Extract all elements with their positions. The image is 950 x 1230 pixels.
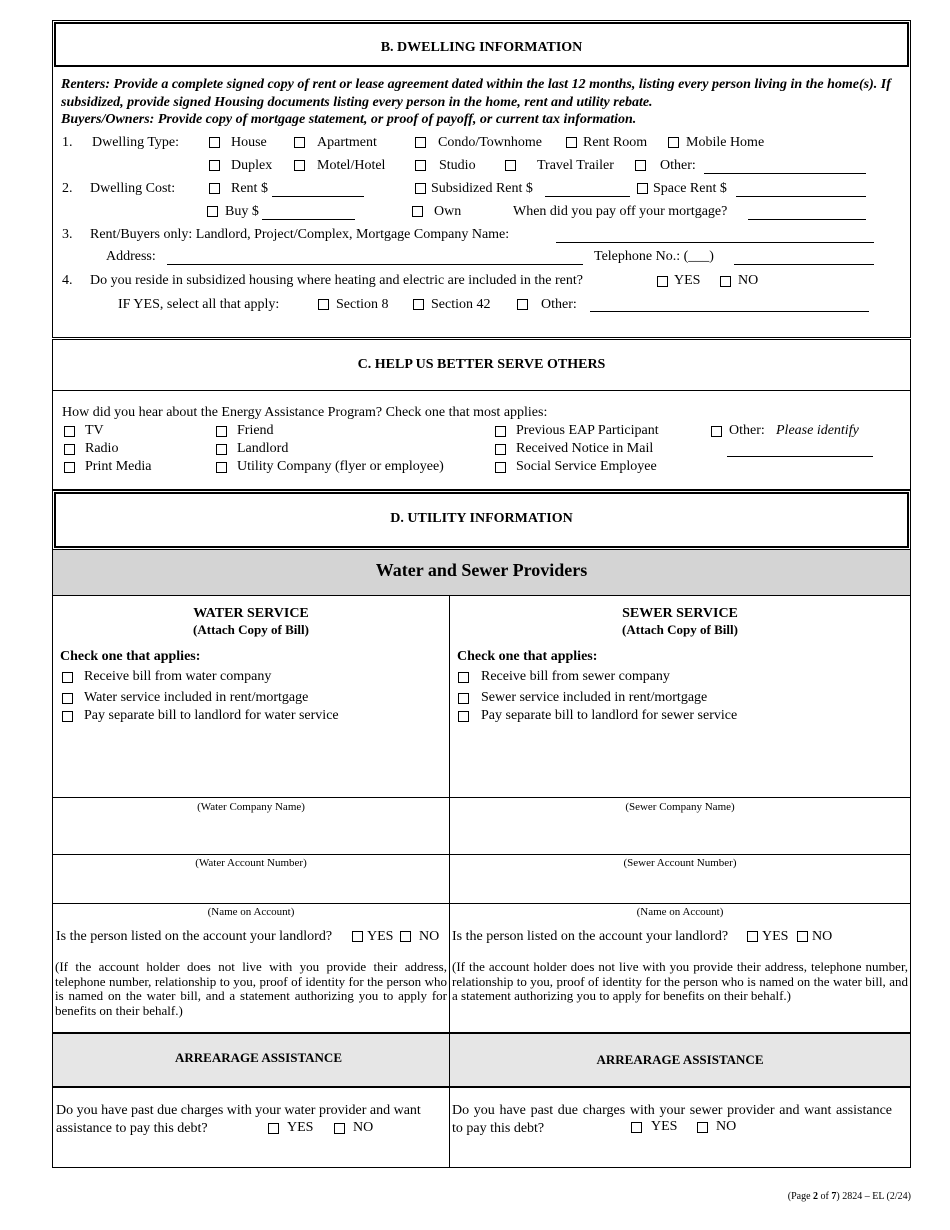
buyers-text: Provide copy of mortgage statement, or proof of payoff, or current tax information. bbox=[157, 112, 637, 127]
q4-label: Do you reside in subsidized housing where heating and electric are included in the rent? bbox=[90, 273, 583, 288]
renters-label: Renters: bbox=[61, 77, 110, 92]
motel-checkbox[interactable] bbox=[294, 160, 305, 171]
footer-page-prefix: (Page bbox=[787, 1191, 814, 1202]
section42-checkbox[interactable] bbox=[413, 299, 424, 310]
buy-amount-line[interactable] bbox=[262, 219, 355, 220]
section-other-label: Other: bbox=[541, 297, 577, 312]
previous-eap-checkbox[interactable] bbox=[495, 426, 506, 437]
if-yes-label: IF YES, select all that apply: bbox=[118, 297, 280, 312]
address-label: Address: bbox=[106, 249, 156, 264]
travel-trailer-label: Travel Trailer bbox=[537, 158, 614, 173]
travel-trailer-checkbox[interactable] bbox=[505, 160, 516, 171]
section-c-title: C. HELP US BETTER SERVE OTHERS bbox=[357, 357, 606, 372]
duplex-checkbox[interactable] bbox=[209, 160, 220, 171]
hear-other-hint: Please identify bbox=[776, 423, 859, 438]
section-other-checkbox[interactable] bbox=[517, 299, 528, 310]
footer-page-of: of bbox=[818, 1191, 832, 1202]
hear-about-question: How did you hear about the Energy Assistance Program? Check one that most applies: bbox=[62, 405, 548, 420]
footer-page-num: 2 bbox=[813, 1191, 819, 1202]
subsidized-yes-label: YES bbox=[674, 273, 701, 288]
notice-mail-label: Received Notice in Mail bbox=[516, 441, 654, 456]
sewer-company-name-caption: (Sewer Company Name) bbox=[625, 801, 735, 813]
sewer-past-due-yes-checkbox[interactable] bbox=[631, 1122, 642, 1133]
sewer-option-3-checkbox[interactable] bbox=[458, 711, 469, 722]
sewer-past-due-no-checkbox[interactable] bbox=[697, 1122, 708, 1133]
section-other-line[interactable] bbox=[590, 311, 869, 312]
section42-label: Section 42 bbox=[431, 297, 491, 312]
buy-label: Buy $ bbox=[225, 204, 259, 219]
sewer-past-due-text: Do you have past due charges with your sewer provider and want assistance to pay this debt? bbox=[452, 1103, 892, 1136]
sewer-landlord-question: Is the person listed on the account your landlord? bbox=[452, 929, 729, 944]
water-option-2-checkbox[interactable] bbox=[62, 693, 73, 704]
rent-room-checkbox[interactable] bbox=[566, 137, 577, 148]
sewer-landlord-yes-checkbox[interactable] bbox=[747, 931, 758, 942]
water-landlord-question: Is the person listed on the account your landlord? bbox=[56, 929, 333, 944]
q2-number: 2. bbox=[62, 181, 73, 196]
social-service-label: Social Service Employee bbox=[516, 459, 657, 474]
radio-label: Radio bbox=[85, 441, 119, 456]
q1-label: Dwelling Type: bbox=[92, 135, 180, 150]
water-past-due-no-label: NO bbox=[353, 1120, 374, 1135]
providers-band-title: Water and Sewer Providers bbox=[375, 560, 588, 580]
q3-number: 3. bbox=[62, 227, 73, 242]
water-past-due-question bbox=[56, 1102, 441, 1138]
sewer-attach-note: (Attach Copy of Bill) bbox=[622, 622, 738, 637]
address-line[interactable] bbox=[167, 264, 583, 265]
print-media-label: Print Media bbox=[85, 459, 152, 474]
hear-other-line[interactable] bbox=[727, 456, 873, 457]
sewer-company-name-field[interactable] bbox=[450, 815, 910, 853]
apartment-checkbox[interactable] bbox=[294, 137, 305, 148]
space-rent-label: Space Rent $ bbox=[653, 181, 727, 196]
sewer-landlord-yes-label: YES bbox=[762, 929, 789, 944]
mobile-home-checkbox[interactable] bbox=[668, 137, 679, 148]
tv-label: TV bbox=[85, 423, 104, 438]
water-name-on-account-caption: (Name on Account) bbox=[207, 906, 295, 918]
water-account-number-caption: (Water Account Number) bbox=[195, 857, 307, 869]
previous-eap-label: Previous EAP Participant bbox=[516, 423, 659, 438]
q3-label: Rent/Buyers only: Landlord, Project/Complex, Mortgage Company Name: bbox=[90, 227, 510, 242]
water-landlord-no-label: NO bbox=[419, 929, 440, 944]
sewer-account-number-field[interactable] bbox=[450, 871, 910, 902]
water-past-due-text: Do you have past due charges with your water provider and want assistance to pay this debt? bbox=[56, 1103, 421, 1136]
water-past-due-yes-checkbox[interactable] bbox=[268, 1123, 279, 1134]
mortgage-payoff-line[interactable] bbox=[748, 219, 866, 220]
space-rent-checkbox[interactable] bbox=[637, 183, 648, 194]
sewer-option-2-checkbox[interactable] bbox=[458, 693, 469, 704]
sewer-service-title: SEWER SERVICE bbox=[622, 606, 738, 621]
renters-instructions bbox=[61, 76, 901, 129]
sewer-arrearage-title: ARREARAGE ASSISTANCE bbox=[596, 1052, 764, 1067]
footer-page-suffix: ) 2824 – EL (2/24) bbox=[836, 1191, 911, 1202]
sewer-option-2-label: Sewer service included in rent/mortgage bbox=[481, 690, 708, 705]
water-service-title: WATER SERVICE bbox=[193, 606, 309, 621]
subsidized-rent-checkbox[interactable] bbox=[415, 183, 426, 194]
house-label: House bbox=[231, 135, 267, 150]
water-option-2-label: Water service included in rent/mortgage bbox=[84, 690, 309, 705]
water-option-3-label: Pay separate bill to landlord for water service bbox=[84, 708, 339, 723]
sewer-option-1-label: Receive bill from sewer company bbox=[481, 669, 670, 684]
telephone-line[interactable] bbox=[734, 264, 874, 265]
buyers-label: Buyers/Owners: bbox=[61, 112, 155, 127]
sewer-past-due-no-label: NO bbox=[716, 1119, 737, 1134]
mortgage-payoff-label: When did you pay off your mortgage? bbox=[513, 204, 728, 219]
water-option-3-checkbox[interactable] bbox=[62, 711, 73, 722]
water-account-number-field[interactable] bbox=[53, 871, 449, 902]
water-landlord-yes-checkbox[interactable] bbox=[352, 931, 363, 942]
subsidized-yes-checkbox[interactable] bbox=[657, 276, 668, 287]
water-option-1-label: Receive bill from water company bbox=[84, 669, 272, 684]
rent-room-label: Rent Room bbox=[583, 135, 648, 150]
sewer-landlord-no-checkbox[interactable] bbox=[797, 931, 808, 942]
section8-checkbox[interactable] bbox=[318, 299, 329, 310]
subsidized-rent-line[interactable] bbox=[545, 196, 630, 197]
condo-label: Condo/Townhome bbox=[438, 135, 543, 150]
own-checkbox[interactable] bbox=[412, 206, 423, 217]
other-type-line[interactable] bbox=[704, 173, 866, 174]
other-type-label: Other: bbox=[660, 158, 696, 173]
studio-checkbox[interactable] bbox=[415, 160, 426, 171]
landlord-name-line[interactable] bbox=[556, 242, 874, 243]
row-line-1 bbox=[52, 797, 911, 798]
sewer-past-due-yes-label: YES bbox=[651, 1119, 678, 1134]
water-arrearage-title: ARREARAGE ASSISTANCE bbox=[175, 1050, 342, 1065]
sewer-account-number-caption: (Sewer Account Number) bbox=[623, 857, 737, 869]
water-option-1-checkbox[interactable] bbox=[62, 672, 73, 683]
section8-label: Section 8 bbox=[336, 297, 389, 312]
rent-checkbox[interactable] bbox=[209, 183, 220, 194]
water-company-name-field[interactable] bbox=[53, 815, 449, 853]
q2-label: Dwelling Cost: bbox=[90, 181, 176, 196]
other-type-checkbox[interactable] bbox=[635, 160, 646, 171]
condo-checkbox[interactable] bbox=[415, 137, 426, 148]
motel-label: Motel/Hotel bbox=[317, 158, 386, 173]
utility-company-label: Utility Company (flyer or employee) bbox=[237, 459, 444, 474]
hear-other-label: Other: bbox=[729, 423, 765, 438]
water-attach-note: (Attach Copy of Bill) bbox=[193, 622, 309, 637]
utility-company-checkbox[interactable] bbox=[216, 462, 227, 473]
renters-text: Provide a complete signed copy of rent or lease agreement dated within the last 12 months, listing every person living in the home(s). If subsidized, provide signed Housing documents listing every person in the home, rent and utility rebate. bbox=[61, 77, 891, 110]
tv-checkbox[interactable] bbox=[64, 426, 75, 437]
q4-number: 4. bbox=[62, 273, 73, 288]
print-media-checkbox[interactable] bbox=[64, 462, 75, 473]
apartment-label: Apartment bbox=[317, 135, 377, 150]
social-service-checkbox[interactable] bbox=[495, 462, 506, 473]
section-b-title: B. DWELLING INFORMATION bbox=[380, 40, 583, 55]
sewer-check-label: Check one that applies: bbox=[457, 649, 598, 664]
row-line-5 bbox=[52, 1086, 911, 1088]
sewer-holder-note: (If the account holder does not live with you provide their address, telephone number, relationship to you, proof of identity for the person who is named on the water bill, and a statement authorizing you to apply for benefits on their behalf.) bbox=[452, 959, 908, 1003]
water-landlord-yes-label: YES bbox=[367, 929, 394, 944]
water-past-due-no-checkbox[interactable] bbox=[334, 1123, 345, 1134]
studio-label: Studio bbox=[439, 158, 476, 173]
space-rent-line[interactable] bbox=[736, 196, 866, 197]
rent-amount-line[interactable] bbox=[272, 196, 364, 197]
mobile-home-label: Mobile Home bbox=[686, 135, 765, 150]
water-landlord-no-checkbox[interactable] bbox=[400, 931, 411, 942]
notice-mail-checkbox[interactable] bbox=[495, 444, 506, 455]
water-check-label: Check one that applies: bbox=[60, 649, 201, 664]
footer-page-total: 7 bbox=[831, 1191, 837, 1202]
sewer-name-on-account-caption: (Name on Account) bbox=[636, 906, 724, 918]
friend-label: Friend bbox=[237, 423, 274, 438]
sewer-option-3-label: Pay separate bill to landlord for sewer service bbox=[481, 708, 738, 723]
sewer-option-1-checkbox[interactable] bbox=[458, 672, 469, 683]
subsidized-no-checkbox[interactable] bbox=[720, 276, 731, 287]
landlord-checkbox[interactable] bbox=[216, 444, 227, 455]
q1-number: 1. bbox=[62, 135, 73, 150]
section-d-title: D. UTILITY INFORMATION bbox=[390, 511, 573, 526]
landlord-label: Landlord bbox=[237, 441, 289, 456]
water-company-name-caption: (Water Company Name) bbox=[197, 801, 305, 813]
radio-checkbox[interactable] bbox=[64, 444, 75, 455]
sewer-landlord-no-label: NO bbox=[812, 929, 833, 944]
rent-label: Rent $ bbox=[231, 181, 268, 196]
duplex-label: Duplex bbox=[231, 158, 273, 173]
telephone-label: Telephone No.: (___) bbox=[594, 249, 714, 264]
water-holder-note: (If the account holder does not live with you provide their address, telephone number, relationship to you, proof of identity for the person who is named on the water bill, and a statement authorizing you to apply for benefits on their behalf.) bbox=[55, 959, 447, 1018]
water-past-due-yes-label: YES bbox=[287, 1120, 314, 1135]
own-label: Own bbox=[434, 204, 462, 219]
house-checkbox[interactable] bbox=[209, 137, 220, 148]
buy-checkbox[interactable] bbox=[207, 206, 218, 217]
page-footer bbox=[700, 1191, 911, 1203]
subsidized-no-label: NO bbox=[738, 273, 759, 288]
subsidized-rent-label: Subsidized Rent $ bbox=[431, 181, 533, 196]
friend-checkbox[interactable] bbox=[216, 426, 227, 437]
hear-other-checkbox[interactable] bbox=[711, 426, 722, 437]
section-b-frame bbox=[52, 20, 911, 338]
